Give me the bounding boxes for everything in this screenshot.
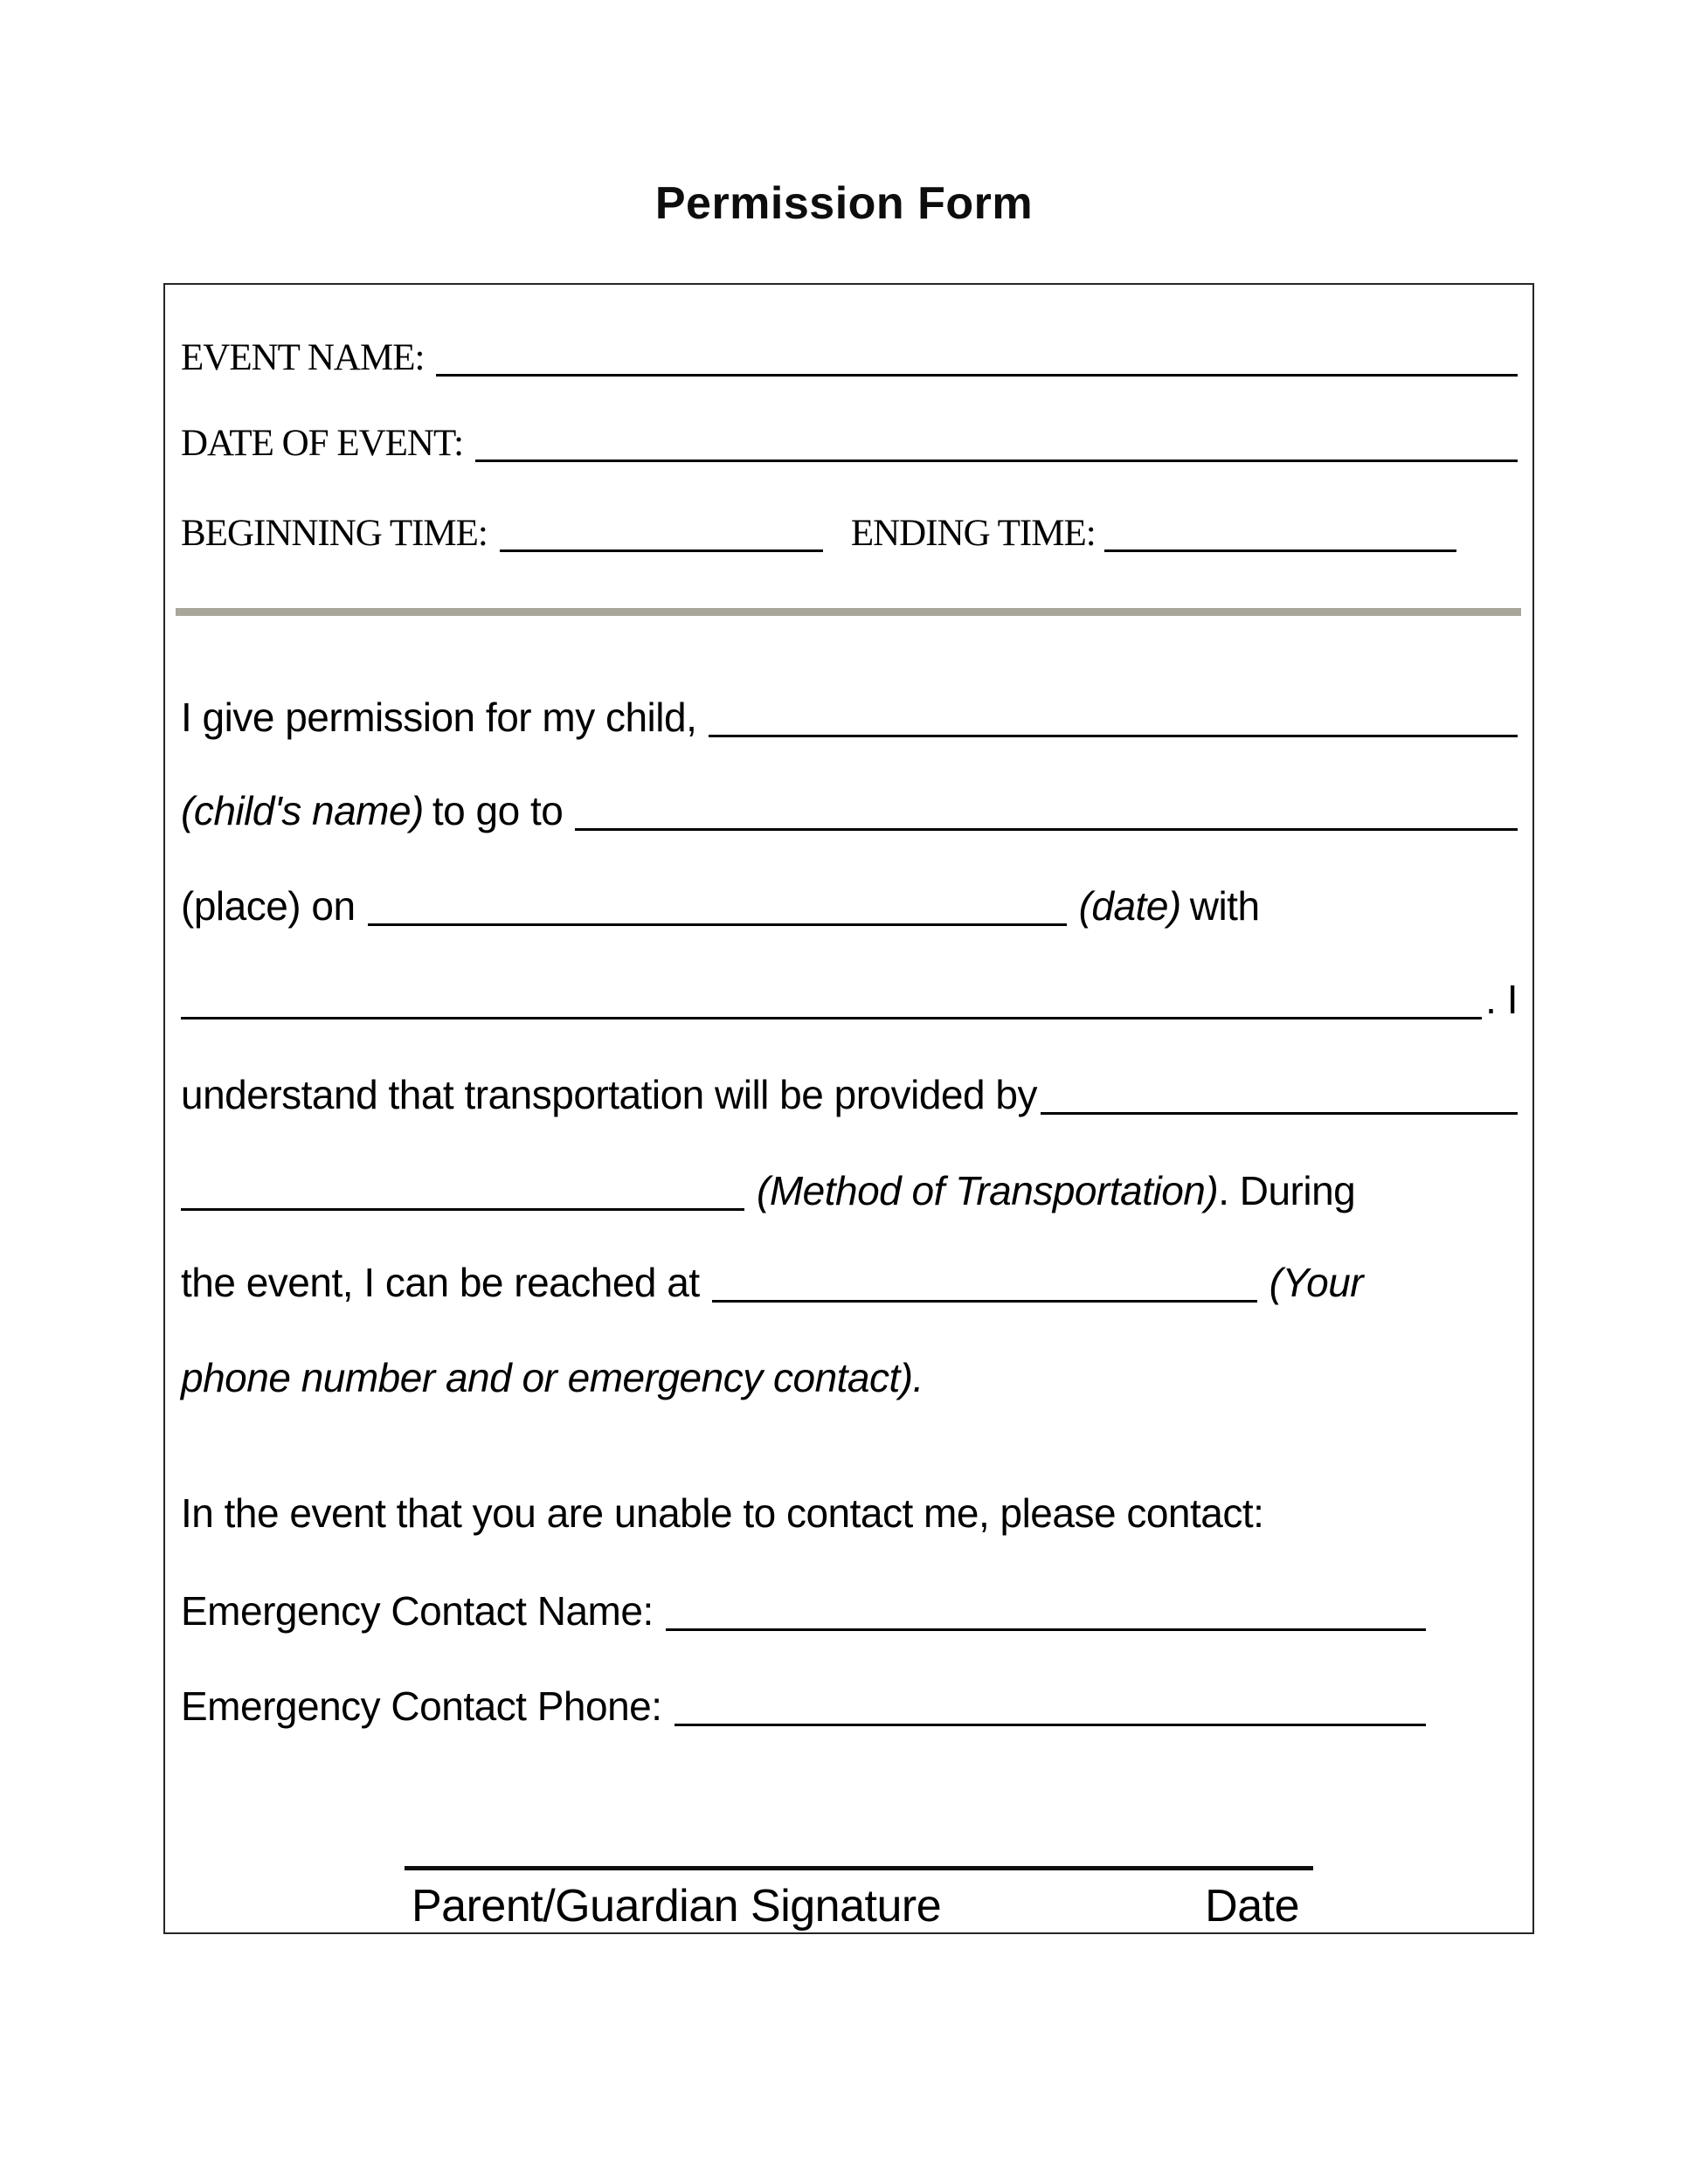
emergency-intro-row [181,1482,1518,1536]
emergency-name-row [181,1580,1518,1634]
transportation-blank-1 [1041,1080,1518,1115]
statement-line-7-text: the event, I can be reached at [181,1260,700,1305]
emergency-phone-blank [675,1691,1426,1726]
phone-hint-start: (Your [1269,1260,1364,1305]
signature-label: Parent/Guardian Signature [412,1881,942,1932]
date-of-event-blank [475,427,1518,462]
emergency-name-label: Emergency Contact Name: [181,1588,654,1634]
chaperone-blank [181,985,1482,1019]
phone-hint-end: phone number and or emergency contact). [181,1355,924,1400]
statement-line-5 [181,1064,1518,1115]
permission-form-box [163,283,1534,1934]
beginning-time-label: BEGINNING TIME: [181,513,488,554]
statement-line-1-text: I give permission for my child, [181,695,697,740]
emergency-phone-row [181,1676,1518,1729]
statement-line-7 [181,1252,1518,1303]
statement-line-3 [181,875,1518,929]
transportation-hint: (Method of Transportation) [757,1168,1219,1213]
signature-blank [405,1866,1313,1870]
date-of-event-label: DATE OF EVENT: [181,423,464,464]
phone-blank [712,1268,1257,1303]
date-label: Date [1205,1881,1299,1932]
beginning-time-blank [500,517,823,552]
child-name-blank [709,702,1518,737]
statement-line-1 [181,687,1518,740]
section-divider [176,608,1521,616]
event-name-label: EVENT NAME: [181,337,425,378]
signature-labels-row [405,1878,1313,1932]
statement-line-6 [181,1160,1518,1211]
emergency-phone-label: Emergency Contact Phone: [181,1683,662,1729]
emergency-intro-text: In the event that you are unable to contact me, please contact: [181,1490,1264,1536]
date-of-event-row [181,411,1518,462]
event-name-row [181,326,1518,377]
statement-line-5-text: understand that transportation will be provided by [181,1072,1037,1117]
event-name-blank [436,342,1518,377]
times-row [181,501,1518,552]
emergency-name-blank [666,1596,1426,1631]
place-blank [575,796,1518,831]
statement-line-3-text-a: (place) on [181,883,356,929]
statement-line-2 [181,780,1518,831]
date-blank [368,891,1067,926]
date-hint: (date) [1078,883,1181,929]
statement-line-4-text: . I [1485,977,1518,1022]
statement-line-8 [181,1347,1518,1398]
transportation-blank-2 [181,1176,744,1211]
statement-line-3-text-b: with [1189,883,1260,929]
form-title: Permission Form [654,178,1034,229]
statement-line-2-text: to go to [432,788,564,833]
child-name-hint: (child's name) [181,788,424,833]
statement-line-6-text: . During [1218,1168,1356,1213]
ending-time-blank [1104,517,1456,552]
ending-time-label: ENDING TIME: [850,513,1096,554]
statement-line-4 [181,969,1518,1022]
